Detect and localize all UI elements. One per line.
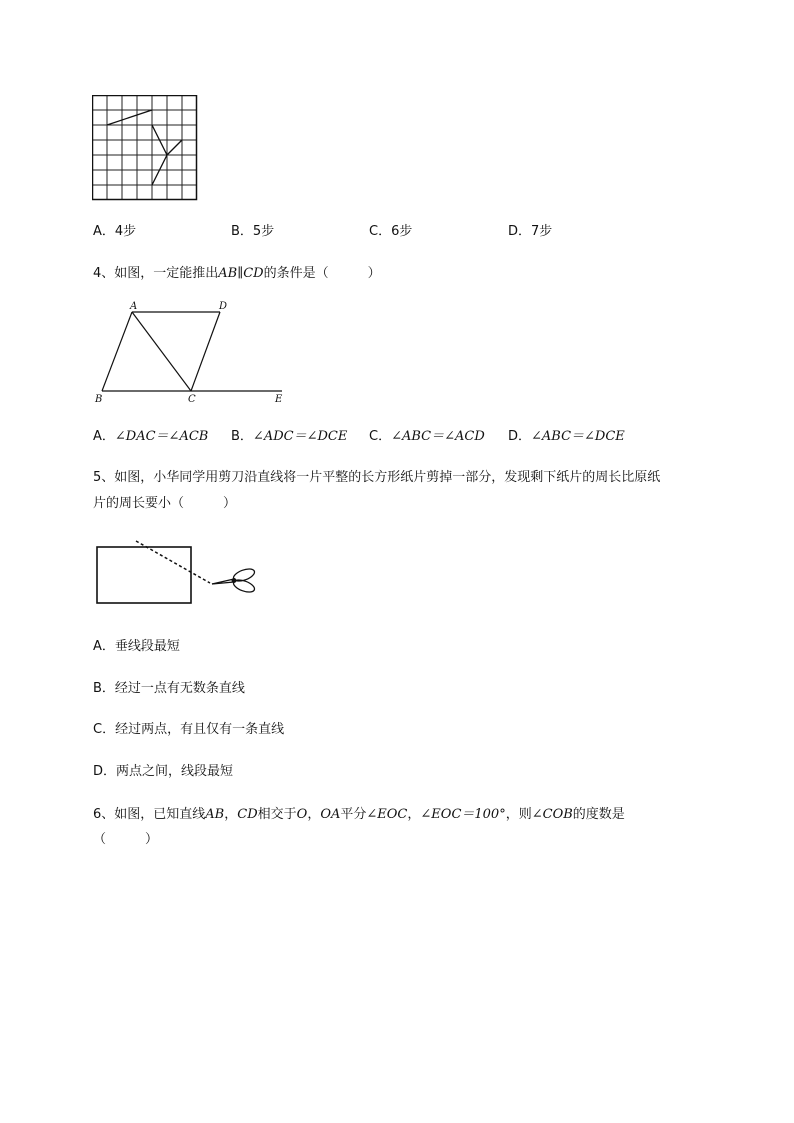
q4-option-a: A．∠DAC＝∠ACB — [93, 429, 209, 444]
label-c: C — [188, 394, 196, 405]
q3-option-b: B．5步 — [231, 224, 275, 239]
q3-option-d: D．7步 — [508, 224, 553, 239]
q5-option-d: D．两点之间，线段最短 — [93, 764, 234, 779]
q6-stem-line2: （ ） — [93, 832, 159, 847]
grid-figure — [92, 95, 198, 201]
q5-option-a: A．垂线段最短 — [93, 639, 180, 654]
q4-math: AB∥CD — [218, 266, 264, 281]
q6-stem: 6、如图，已知直线AB，CD相交于O，OA平分∠EOC，∠EOC＝100°，则∠COB的度数是 — [93, 807, 625, 822]
q4-option-b: B．∠ADC＝∠DCE — [231, 429, 348, 444]
q4-option-d: D．∠ABC＝∠DCE — [508, 429, 625, 444]
parallelogram-figure — [90, 298, 290, 406]
q3-option-c: C．6步 — [369, 224, 413, 239]
q5-stem-line2: 片的周长要小（ ） — [93, 496, 237, 511]
q5-option-b: B．经过一点有无数条直线 — [93, 681, 245, 696]
q5-stem-line1: 5、如图，小华同学用剪刀沿直线将一片平整的长方形纸片剪掉一部分，发现剩下纸片的周长比原纸 — [93, 470, 661, 485]
q4-options — [93, 425, 733, 445]
q4-stem: 4、如图，一定能推出AB∥CD的条件是（ ） — [93, 266, 381, 281]
label-a: A — [130, 301, 138, 312]
label-e: E — [275, 394, 283, 405]
q5-option-c: C．经过两点，有且仅有一条直线 — [93, 722, 285, 737]
grid-segment-1 — [107, 110, 152, 125]
rectangle-scissors-figure — [94, 538, 264, 608]
q4-option-c: C．∠ABC＝∠ACD — [369, 429, 485, 444]
label-d: D — [219, 301, 228, 312]
q3-option-a: A．4步 — [93, 224, 137, 239]
grid-segment-3 — [167, 140, 182, 155]
label-b: B — [95, 394, 103, 405]
scissors-icon — [212, 567, 256, 595]
q3-options — [93, 220, 733, 240]
